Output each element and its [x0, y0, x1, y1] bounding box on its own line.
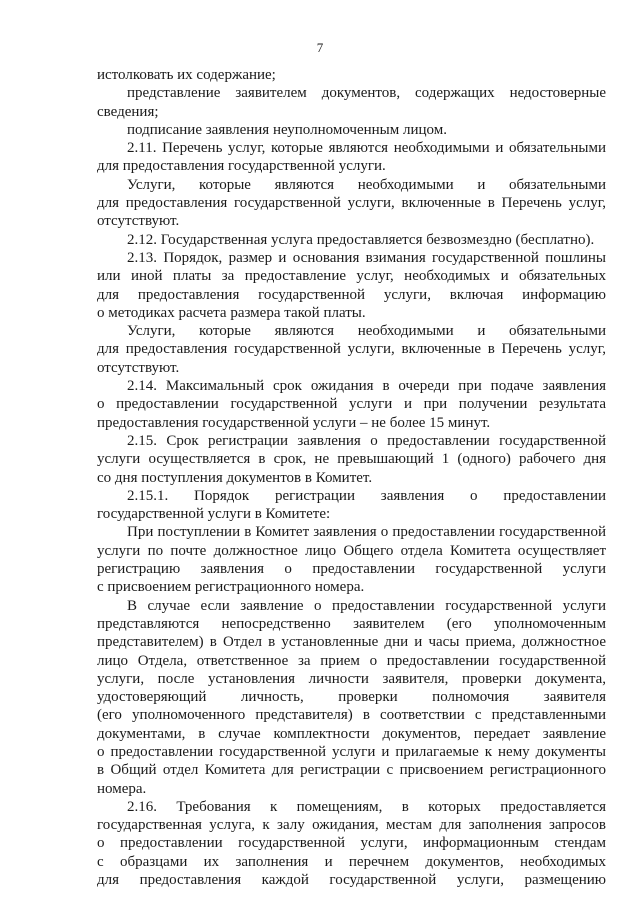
text-line: 2.15. Срок регистрации заявления о предоставлении государственной: [127, 432, 606, 449]
text-line: истолковать их содержание;: [97, 67, 276, 83]
text-line: лицо Отдела, ответственное за прием о предоставлении государственной: [97, 652, 606, 669]
text-line: представляются непосредственно заявителем (его уполномоченным: [97, 615, 606, 632]
text-line: о предоставлении государственной услуги и прилагаемые к нему документы: [97, 743, 606, 760]
text-line: При поступлении в Комитет заявления о предоставлении государственной: [127, 524, 606, 541]
text-line: с присвоением регистрационного номера.: [97, 579, 365, 596]
text-line: для предоставления государственной услуги.: [97, 158, 386, 175]
text-line: о предоставлении государственной услуги и при получении результата: [97, 396, 606, 413]
text-line: подписание заявления неуполномоченным лицом.: [127, 121, 448, 138]
text-line: представление заявителем документов, содержащих недостоверные: [127, 85, 606, 102]
text-line: или иной платы за предоставление услуг, необходимых и обязательных: [97, 268, 606, 285]
text-line: в Общий отдел Комитета для регистрации с присвоением регистрационного: [97, 762, 606, 779]
text-line: 2.12. Государственная услуга предоставляется безвозмездно (бесплатно).: [127, 231, 595, 248]
text-line: услуги осуществляется в срок, не превышающий 1 (одного) рабочего дня: [97, 451, 606, 468]
text-line: 2.13. Порядок, размер и основания взимания государственной пошлины: [127, 249, 606, 266]
text-line: для предоставления государственной услуги, включенные в Перечень услуг,: [97, 195, 606, 212]
text-line: 2.11. Перечень услуг, которые являются необходимыми и обязательными: [127, 140, 606, 157]
text-line: сведения;: [97, 103, 159, 120]
text-line: представителем) в Отдел в установленные дни и часы приема, должностное: [97, 634, 606, 651]
text-line: со дня поступления документов в Комитет.: [97, 469, 373, 486]
text-line: удостоверяющий личность, проверки полномочия заявителя: [97, 689, 606, 706]
text-line: услуги по почте должностное лицо Общего отдела Комитета осуществляет: [97, 542, 606, 559]
text-line: 2.14. Максимальный срок ожидания в очереди при подаче заявления: [127, 378, 606, 395]
text-line: отсутствуют.: [97, 213, 180, 230]
text-line: Услуги, которые являются необходимыми и обязательными: [127, 323, 606, 340]
text-line: номера.: [97, 780, 147, 797]
text-line: для предоставления государственной услуги, включенные в Перечень услуг,: [97, 341, 606, 358]
text-line: услуги, после установления личности заявителя, проверки документа,: [97, 670, 606, 687]
text-line: документами, в случае комплектности документов, передает заявление: [97, 725, 606, 742]
text-line: 2.15.1. Порядок регистрации заявления о предоставлении: [127, 487, 606, 504]
text-line: Услуги, которые являются необходимыми и обязательными: [127, 176, 606, 193]
text-line: 2.16. Требования к помещениям, в которых предоставляется: [127, 798, 606, 815]
text-line: с образцами их заполнения и перечнем документов, необходимых: [97, 853, 606, 870]
text-line: отсутствуют.: [97, 359, 180, 376]
text-line: для предоставления каждой государственной услуги, размещению: [97, 872, 606, 889]
text-line: государственной услуги в Комитете:: [97, 506, 331, 523]
text-line: В случае если заявление о предоставлении государственной услуги: [127, 597, 606, 614]
text-line: о методиках расчета размера такой платы.: [97, 304, 366, 321]
text-line: для предоставления государственной услуги, включая информацию: [97, 286, 606, 303]
text-line: государственная услуга, к залу ожидания, местам для заполнения запросов: [97, 817, 606, 834]
text-line: (его уполномоченного представителя) в соответствии с представленными: [97, 707, 606, 724]
document-body: [97, 66, 606, 889]
text-line: о предоставлении государственной услуги, информационным стендам: [97, 835, 606, 852]
text-line: регистрацию заявления о предоставлении государственной услуги: [97, 561, 606, 578]
text-line: предоставления государственной услуги – не более 15 минут.: [97, 414, 491, 431]
page-number: 7: [316, 40, 324, 55]
